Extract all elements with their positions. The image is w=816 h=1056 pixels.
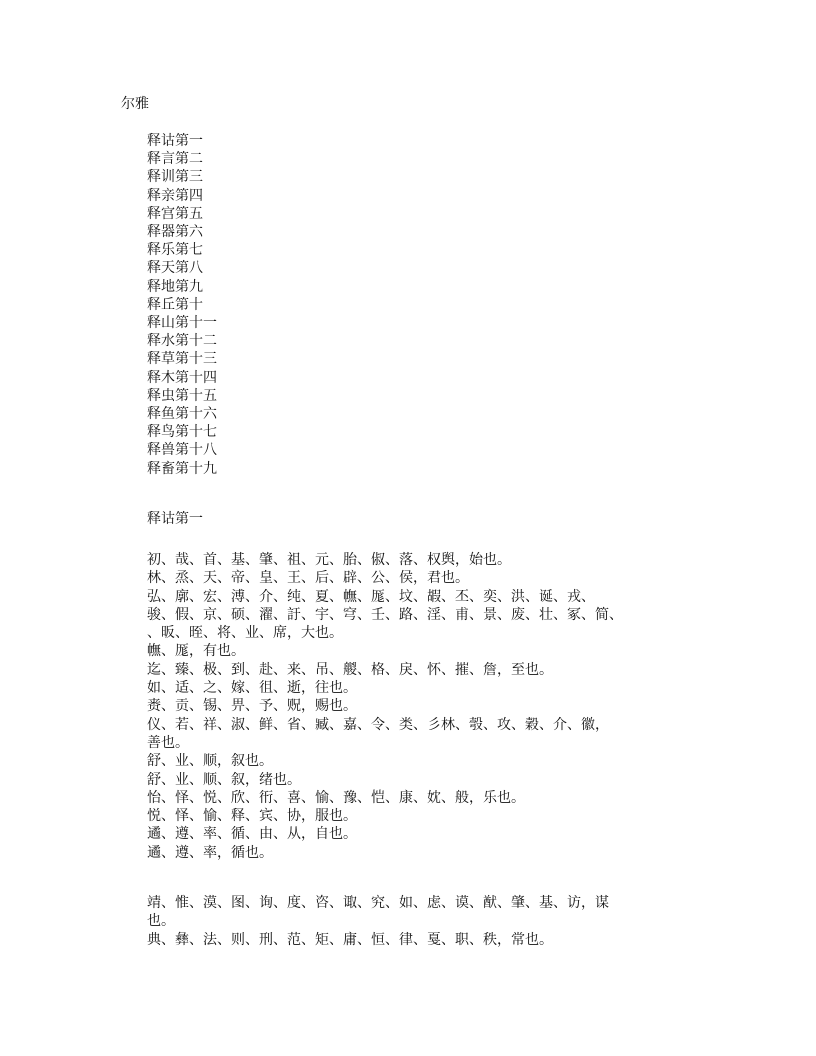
toc-item: 释水第十二 xyxy=(147,333,217,350)
toc-item: 释丘第十 xyxy=(147,296,203,313)
text-line: 赉、贡、锡、畀、予、贶，赐也。 xyxy=(147,698,357,715)
text-line: 林、烝、天、帝、皇、王、后、辟、公、侯，君也。 xyxy=(147,570,469,587)
text-line: 骏、假、京、硕、濯、訏、宇、穹、壬、路、淫、甫、景、废、壮、冢、简、 xyxy=(147,606,623,623)
toc-item: 释鸟第十七 xyxy=(147,424,217,441)
text-line: 幠、厖，有也。 xyxy=(147,643,245,660)
toc-item: 释鱼第十六 xyxy=(147,406,217,423)
text-line: 、昄、晊、将、业、席，大也。 xyxy=(147,625,343,642)
text-line: 遹、遵、率、循、由、从，自也。 xyxy=(147,826,357,843)
toc-item: 释地第九 xyxy=(147,278,203,295)
toc-item: 释训第三 xyxy=(147,169,203,186)
table-of-contents xyxy=(147,132,217,478)
toc-item: 释器第六 xyxy=(147,224,203,241)
toc-item: 释木第十四 xyxy=(147,369,217,386)
document-title: 尔雅 xyxy=(121,96,149,112)
text-line: 舒、业、顺、叙，绪也。 xyxy=(147,771,301,788)
body-text-block xyxy=(147,551,623,862)
text-line: 遹、遵、率，循也。 xyxy=(147,844,273,861)
toc-item: 释畜第十九 xyxy=(147,460,217,477)
toc-item: 释草第十三 xyxy=(147,351,217,368)
toc-item: 释诂第一 xyxy=(147,133,203,149)
text-line: 典、彝、法、则、刑、范、矩、庸、恒、律、戛、职、秩，常也。 xyxy=(147,931,553,948)
text-line: 靖、惟、漠、图、询、度、咨、诹、究、如、虑、谟、猷、肇、基、访，谋 xyxy=(147,895,609,911)
text-line: 仪、若、祥、淑、鲜、省、臧、嘉、令、类、彡林、彀、攻、穀、介、徽， xyxy=(147,716,609,733)
text-line: 迄、臻、极、到、赴、来、吊、艐、格、戾、怀、摧、詹，至也。 xyxy=(147,661,553,678)
toc-item: 释山第十一 xyxy=(147,315,217,332)
text-line: 也。 xyxy=(147,913,175,930)
text-line: 如、适、之、嫁、徂、逝，往也。 xyxy=(147,680,357,697)
text-line: 弘、廓、宏、溥、介、纯、夏、幠、厖、坟、嘏、丕、奕、洪、诞、戎、 xyxy=(147,588,595,605)
toc-item: 释乐第七 xyxy=(147,242,203,259)
toc-item: 释兽第十八 xyxy=(147,442,217,459)
section-heading: 释诂第一 xyxy=(147,511,203,527)
toc-item: 释宫第五 xyxy=(147,205,203,222)
toc-item: 释言第二 xyxy=(147,151,203,168)
text-line: 舒、业、顺，叙也。 xyxy=(147,753,273,770)
text-line: 怡、怿、悦、欣、衎、喜、愉、豫、恺、康、妉、般，乐也。 xyxy=(147,789,525,806)
body-text-block xyxy=(147,894,609,949)
text-line: 初、哉、首、基、肇、祖、元、胎、俶、落、权舆，始也。 xyxy=(147,552,511,568)
text-line: 悦、怿、愉、释、宾、协，服也。 xyxy=(147,808,357,825)
toc-item: 释天第八 xyxy=(147,260,203,277)
toc-item: 释亲第四 xyxy=(147,187,203,204)
text-line: 善也。 xyxy=(147,734,189,751)
toc-item: 释虫第十五 xyxy=(147,387,217,404)
